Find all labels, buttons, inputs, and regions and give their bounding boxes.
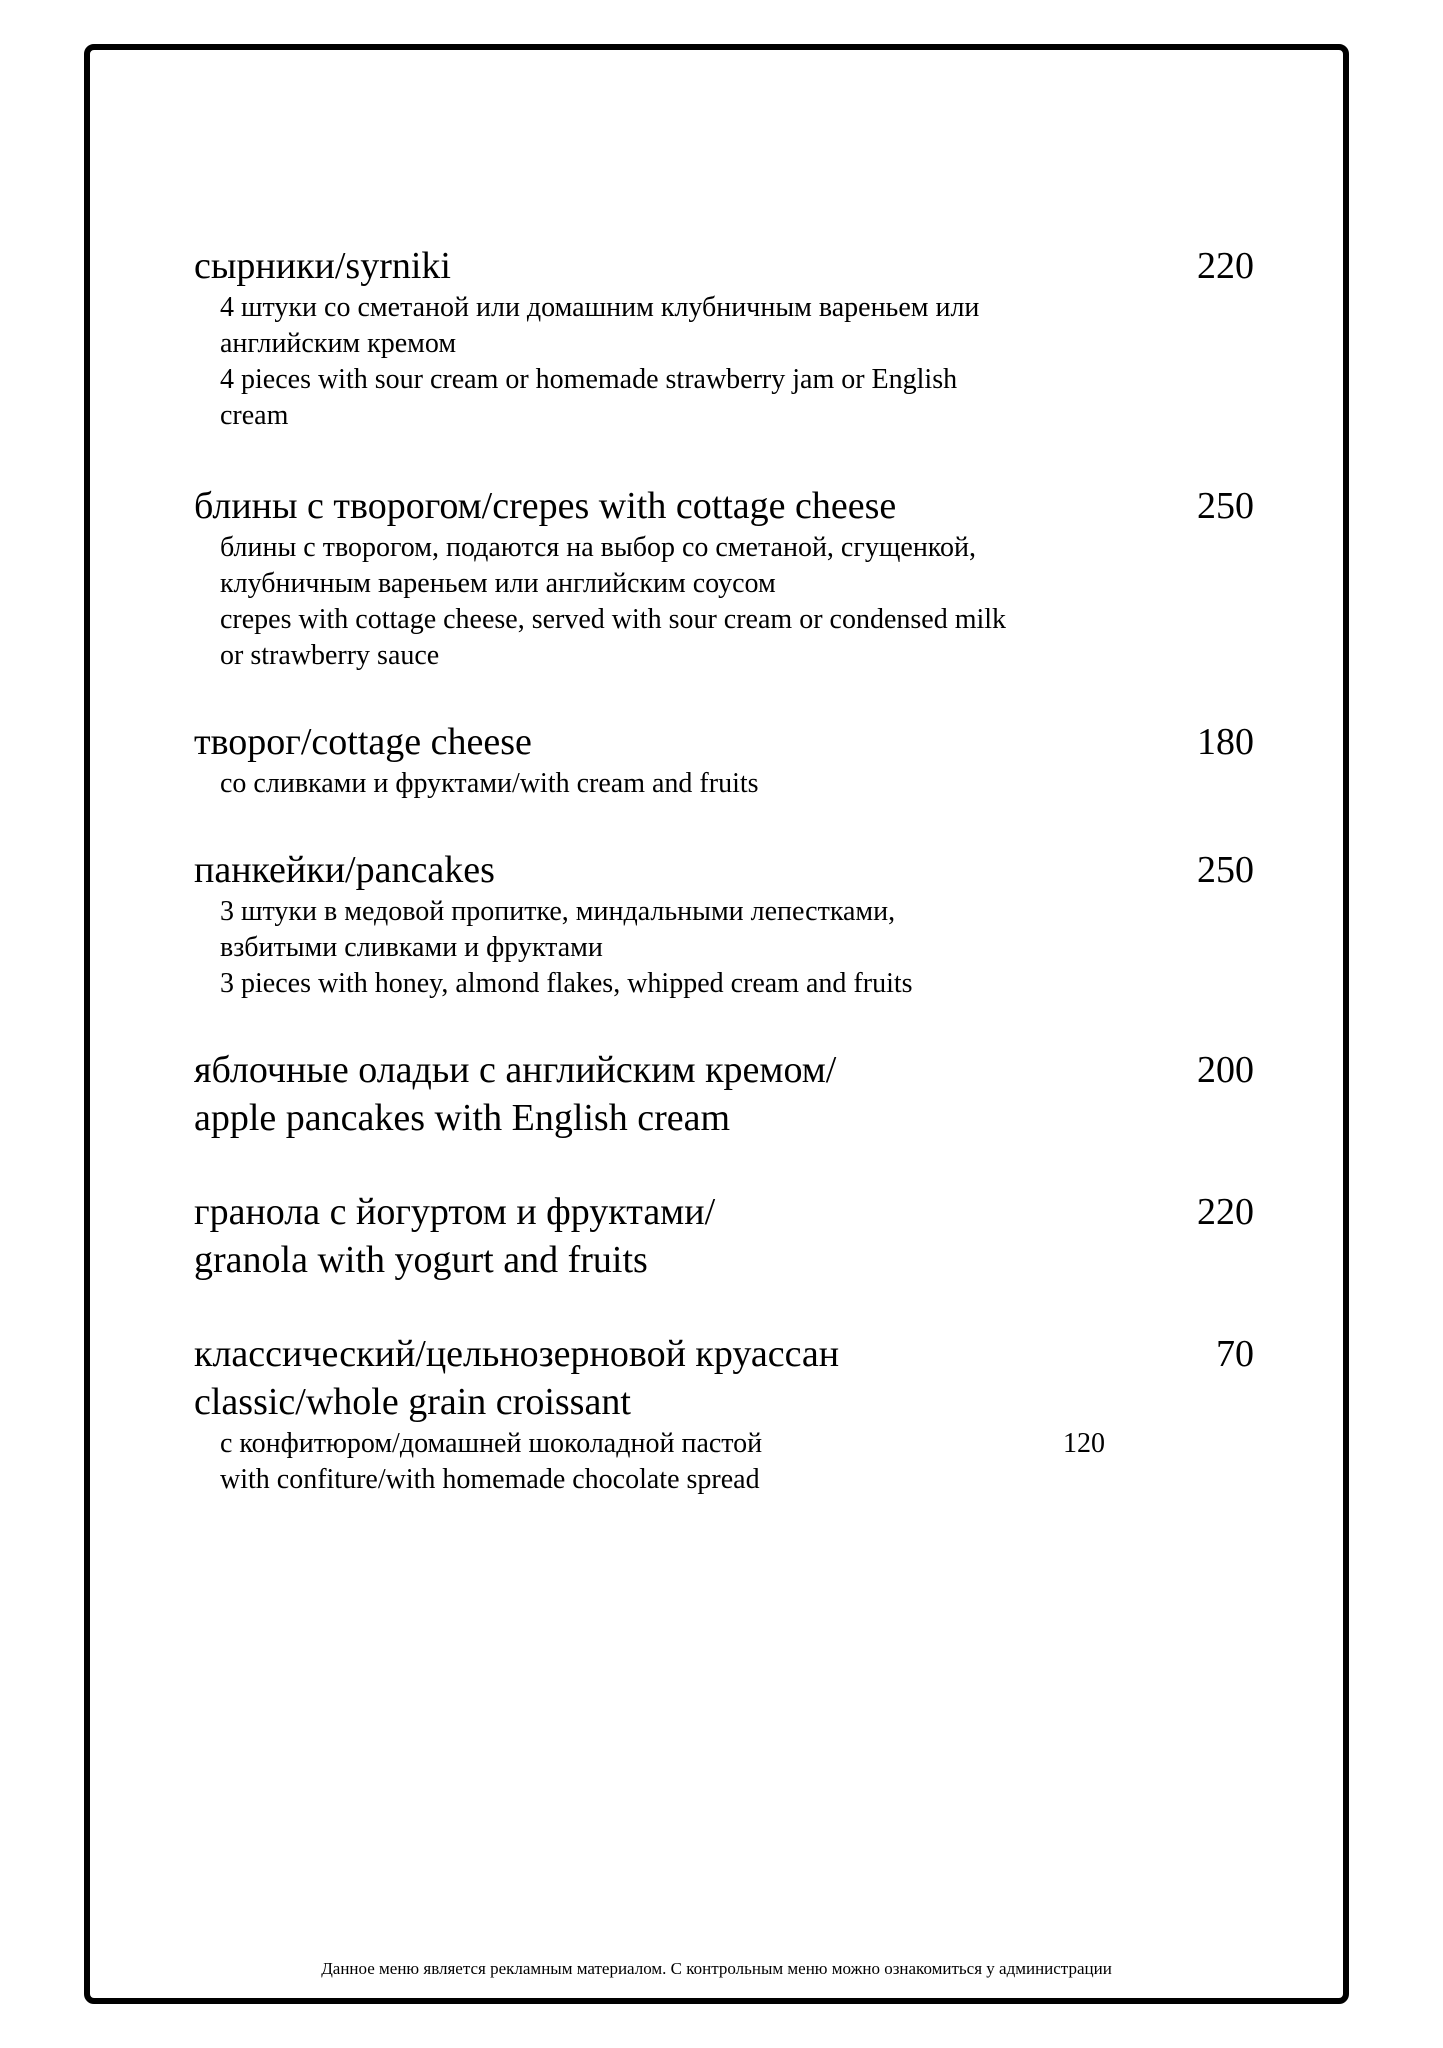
menu-item-price: 220 [1197,1191,1254,1233]
menu-item-description [194,894,1254,1002]
menu-item-crepes [194,482,1254,674]
menu-item-granola [194,1188,1254,1284]
menu-item-title [194,846,1254,894]
description-line: 4 штуки со сметаной или домашним клубничным вареньем или [220,292,980,323]
menu-item-title-line: панкейки/pancakes [194,849,495,891]
description-line: or strawberry sauce [220,640,440,671]
menu-item-price: 200 [1197,1049,1254,1091]
menu-item-title [194,242,1254,290]
menu-item-cottage-cheese [194,718,1254,802]
menu-item-title-line: гранола с йогуртом и фруктами/ [194,1191,716,1233]
menu-item-title-line: творог/cottage cheese [194,721,532,763]
description-line: английским кремом [220,328,457,359]
sub-option-price: 120 [1063,1428,1105,1459]
description-line: with confiture/with homemade chocolate spread [220,1464,760,1495]
menu-item-title-line: apple pancakes with English cream [194,1097,731,1139]
menu-item-title [194,1188,1254,1284]
menu-item-title [194,1330,1254,1426]
description-line: cream [220,400,289,431]
menu-item-price: 220 [1197,245,1254,287]
menu-item-title [194,482,1254,530]
menu-item-description [194,290,1254,434]
menu-item-title-line: granola with yogurt and fruits [194,1239,648,1281]
menu-item-description [194,530,1254,674]
menu-list [194,242,1254,1498]
sub-option-row [220,1426,1105,1462]
menu-item-description [194,1426,1254,1498]
menu-item-title-line: classic/whole grain croissant [194,1381,631,1423]
description-line: 3 штуки в медовой пропитке, миндальными лепестками, [220,896,896,927]
description-line: 3 pieces with honey, almond flakes, whipped cream and fruits [220,968,913,999]
description-line: взбитыми сливками и фруктами [220,932,603,963]
menu-item-title-line: сырники/syrniki [194,245,451,287]
menu-item-price: 250 [1197,849,1254,891]
menu-item-croissant [194,1330,1254,1498]
menu-item-title [194,718,1254,766]
menu-item-price: 250 [1197,485,1254,527]
description-line: crepes with cottage cheese, served with sour cream or condensed milk [220,604,1007,635]
menu-item-description [194,766,1254,802]
description-line: клубничным вареньем или английским соусом [220,568,776,599]
description-line: блины с творогом, подаются на выбор со сметаной, сгущенкой, [220,532,976,563]
description-line: со сливками и фруктами/with cream and fruits [220,768,759,799]
menu-item-title-line: блины с творогом/crepes with cottage cheese [194,485,897,527]
menu-item-title-line: яблочные оладьи с английским кремом/ [194,1049,837,1091]
menu-item-title-line: классический/цельнозерновой круассан [194,1333,840,1375]
sub-option-label: с конфитюром/домашней шоколадной пастой [220,1428,763,1459]
menu-item-price: 180 [1197,721,1254,763]
footer-disclaimer: Данное меню является рекламным материалом. С контрольным меню можно ознакомиться у администрации [321,1959,1112,1978]
menu-item-apple-pancakes [194,1046,1254,1142]
menu-item-syrniki [194,242,1254,434]
menu-item-price: 70 [1216,1333,1254,1375]
menu-item-title [194,1046,1254,1142]
menu-item-pancakes [194,846,1254,1002]
description-line: 4 pieces with sour cream or homemade strawberry jam or English [220,364,958,395]
